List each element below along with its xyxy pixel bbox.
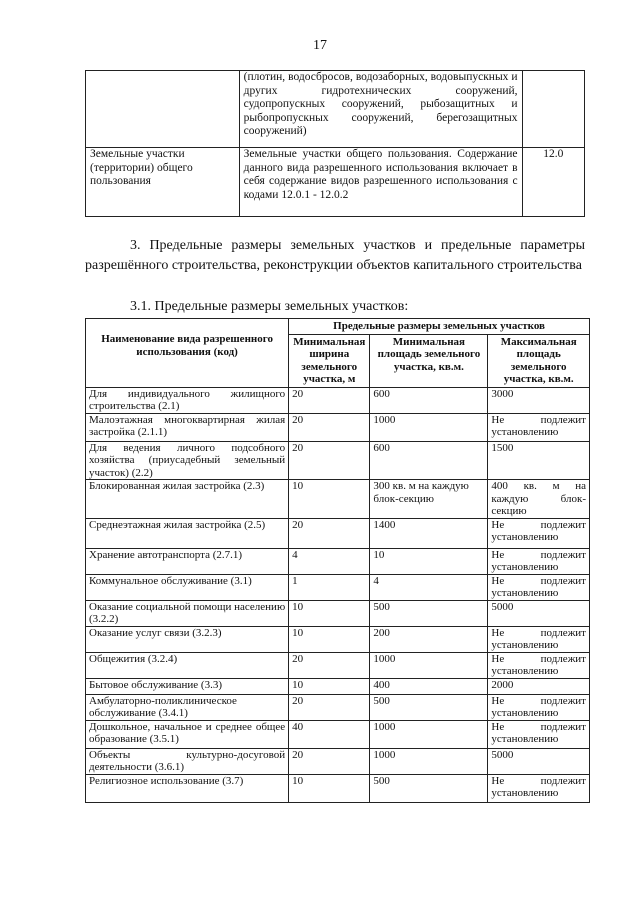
header-name: Наименование вида разрешенного использования (код) (86, 319, 289, 388)
max-area-cell: 5000 (488, 600, 590, 626)
header-min-width: Минимальная ширина земельного участка, м (289, 334, 370, 387)
land-use-name-cell: Бытовое обслуживание (3.3) (86, 678, 289, 694)
min-area-cell: 1000 (370, 413, 488, 441)
land-use-name-cell: Среднеэтажная жилая застройка (2.5) (86, 518, 289, 548)
table-row (86, 518, 590, 548)
table-row (86, 720, 590, 748)
land-use-description: Земельные участки общего пользования. Содержание данного вида разрешенного использования включает в себя содержание видов разрешенного использования с кодами 12.0.1 - 12.0.2 (239, 148, 522, 217)
continuation-cell: (плотин, водосбросов, водозаборных, водовыпускных и других гидротехнических сооружений, судопропускных сооружений, рыбозащитных и рыбопропускных сооружений, берегозащитных сооружений) (239, 71, 522, 148)
table-row (86, 387, 590, 413)
max-area-cell: Не подлежит установлению (488, 574, 590, 600)
land-use-name-cell: Амбулаторно-поликлиническое обслуживание (3.4.1) (86, 694, 289, 720)
max-area-cell: Не подлежит установлению (488, 774, 590, 802)
max-area-cell: Не подлежит установлению (488, 518, 590, 548)
table-row (86, 574, 590, 600)
table-row (86, 413, 590, 441)
empty-cell (522, 71, 584, 148)
min-area-cell: 600 (370, 387, 488, 413)
max-area-cell: Не подлежит установлению (488, 694, 590, 720)
min-width-cell: 10 (289, 626, 370, 652)
max-area-cell: 5000 (488, 748, 590, 774)
min-width-cell: 20 (289, 441, 370, 480)
min-area-cell: 1000 (370, 720, 488, 748)
land-use-name-cell: Малоэтажная многоквартирная жилая застройка (2.1.1) (86, 413, 289, 441)
max-area-cell: 400 кв. м на каждую блок-секцию (488, 480, 590, 519)
land-use-name-cell: Религиозное использование (3.7) (86, 774, 289, 802)
section-3-1-heading: 3.1. Предельные размеры земельных участков: (130, 299, 409, 314)
max-area-cell: Не подлежит установлению (488, 626, 590, 652)
max-area-cell: 3000 (488, 387, 590, 413)
min-width-cell: 40 (289, 720, 370, 748)
table-row (86, 600, 590, 626)
land-use-name-cell: Оказание услуг связи (3.2.3) (86, 626, 289, 652)
land-use-name: Земельные участки (территории) общего пользования (86, 148, 240, 217)
min-area-cell: 1000 (370, 652, 488, 678)
table-row (86, 480, 590, 519)
table-row (86, 652, 590, 678)
min-width-cell: 20 (289, 748, 370, 774)
page-number: 17 (313, 38, 327, 53)
header-max-area: Максимальная площадь земельного участка, кв.м. (488, 334, 590, 387)
min-area-cell: 10 (370, 548, 488, 574)
min-width-cell: 20 (289, 413, 370, 441)
min-area-cell: 1000 (370, 748, 488, 774)
min-width-cell: 20 (289, 518, 370, 548)
land-use-code: 12.0 (522, 148, 584, 217)
land-use-name-cell: Для ведения личного подсобного хозяйства (приусадебный земельный участок) (2.2) (86, 441, 289, 480)
land-use-name-cell: Дошкольное, начальное и среднее общее образование (3.5.1) (86, 720, 289, 748)
table-row (86, 626, 590, 652)
min-width-cell: 1 (289, 574, 370, 600)
min-width-cell: 10 (289, 678, 370, 694)
min-area-cell: 4 (370, 574, 488, 600)
table-row (86, 678, 590, 694)
table-row (86, 71, 585, 148)
min-width-cell: 4 (289, 548, 370, 574)
min-width-cell: 20 (289, 652, 370, 678)
min-width-cell: 10 (289, 600, 370, 626)
land-plot-size-table (85, 318, 590, 803)
table-row (86, 694, 590, 720)
land-use-name-cell: Блокированная жилая застройка (2.3) (86, 480, 289, 519)
min-width-cell: 10 (289, 480, 370, 519)
top-table (85, 70, 585, 217)
empty-cell (86, 71, 240, 148)
table-row (86, 748, 590, 774)
land-use-name-cell: Объекты культурно-досуговой деятельности (3.6.1) (86, 748, 289, 774)
max-area-cell: Не подлежит установлению (488, 720, 590, 748)
table-row (86, 548, 590, 574)
min-width-cell: 20 (289, 694, 370, 720)
table-row (86, 148, 585, 217)
min-area-cell: 400 (370, 678, 488, 694)
min-area-cell: 500 (370, 600, 488, 626)
min-area-cell: 1400 (370, 518, 488, 548)
land-use-name-cell: Оказание социальной помощи населению (3.2.2) (86, 600, 289, 626)
min-width-cell: 10 (289, 774, 370, 802)
table-row (86, 774, 590, 802)
max-area-cell: Не подлежит установлению (488, 413, 590, 441)
min-area-cell: 200 (370, 626, 488, 652)
land-use-name-cell: Для индивидуального жилищного строительства (2.1) (86, 387, 289, 413)
min-width-cell: 20 (289, 387, 370, 413)
max-area-cell: Не подлежит установлению (488, 652, 590, 678)
land-use-name-cell: Хранение автотранспорта (2.7.1) (86, 548, 289, 574)
header-min-area: Минимальная площадь земельного участка, кв.м. (370, 334, 488, 387)
section-3-heading: 3. Предельные размеры земельных участков и предельные параметры разрешённого строительства, реконструкции объектов капитального строительства (85, 238, 585, 273)
min-area-cell: 300 кв. м на каждую блок-секцию (370, 480, 488, 519)
header-group: Предельные размеры земельных участков (289, 319, 590, 335)
min-area-cell: 500 (370, 774, 488, 802)
table-header-row (86, 319, 590, 335)
min-area-cell: 600 (370, 441, 488, 480)
land-use-name-cell: Коммунальное обслуживание (3.1) (86, 574, 289, 600)
land-use-name-cell: Общежития (3.2.4) (86, 652, 289, 678)
min-area-cell: 500 (370, 694, 488, 720)
table-row (86, 441, 590, 480)
max-area-cell: 1500 (488, 441, 590, 480)
max-area-cell: 2000 (488, 678, 590, 694)
max-area-cell: Не подлежит установлению (488, 548, 590, 574)
